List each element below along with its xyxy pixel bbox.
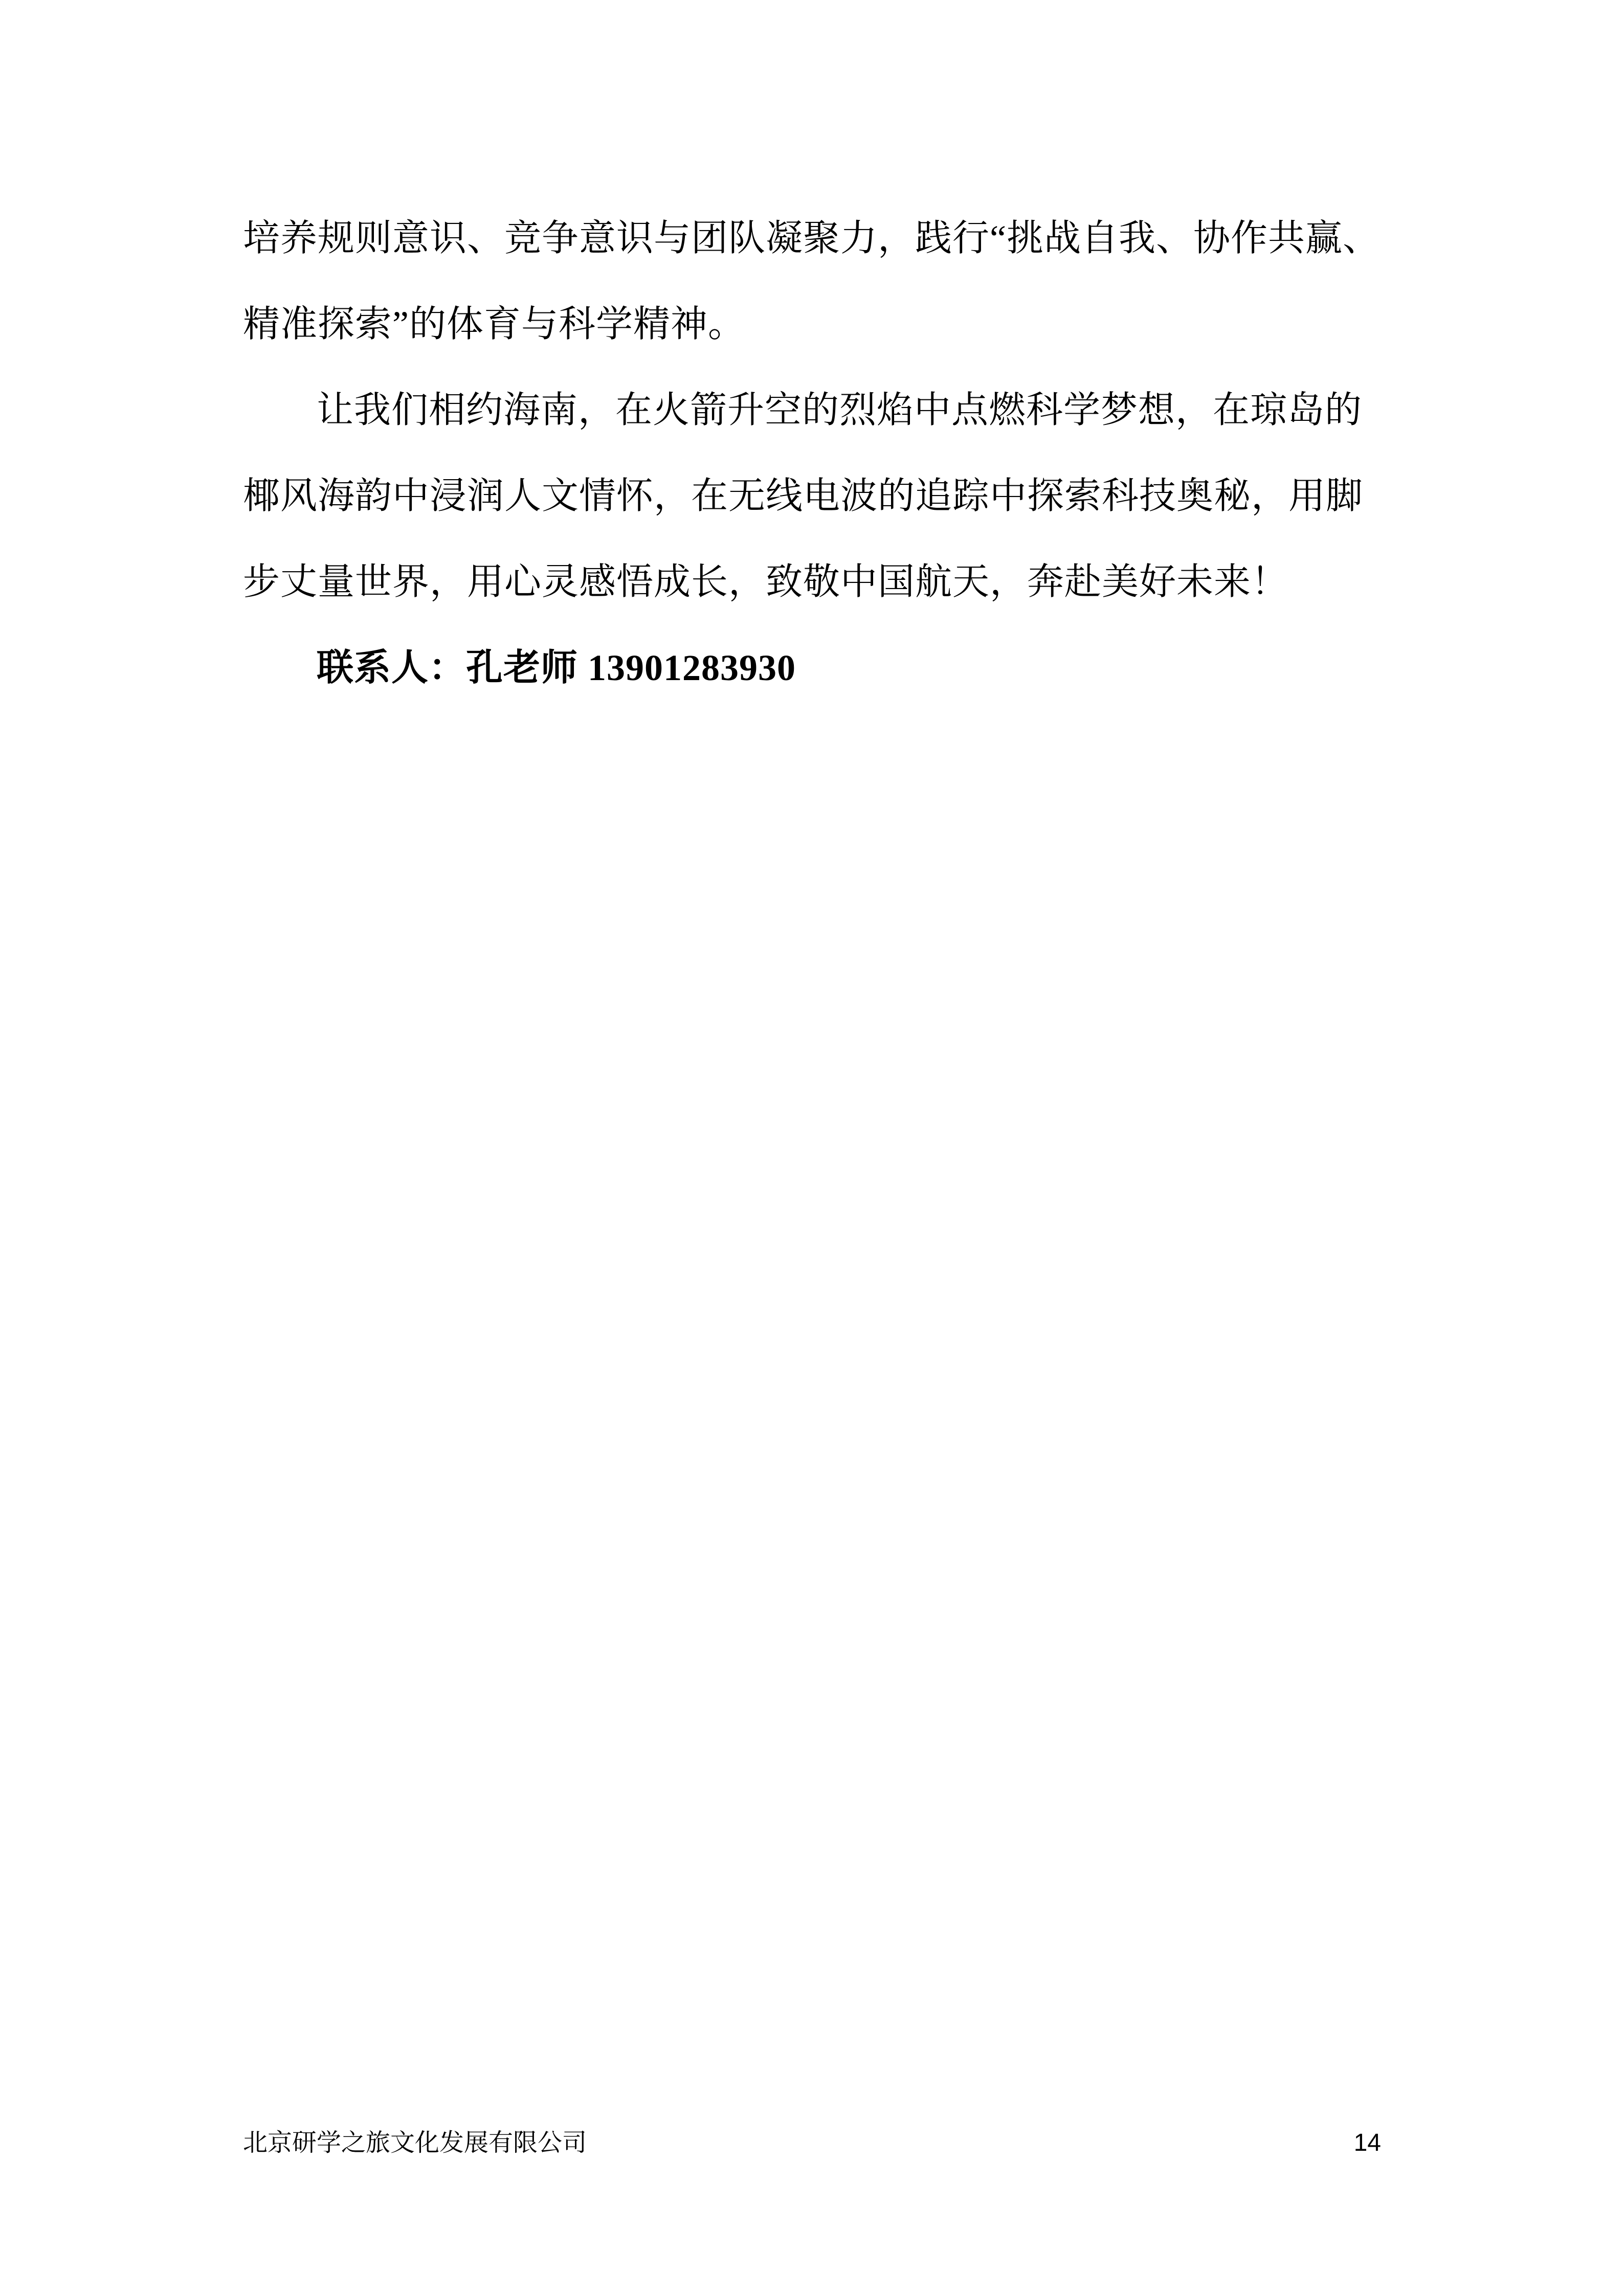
document-body	[243, 195, 1396, 711]
page-footer	[243, 2127, 1381, 2159]
paragraph-contact	[243, 625, 1396, 711]
page-number: 14	[1353, 2129, 1381, 2156]
paragraph-line: 步丈量世界，用心灵感悟成长，致敬中国航天，奔赴美好未来！	[243, 561, 1289, 602]
paragraph	[243, 367, 1396, 625]
footer-company-name: 北京研学之旅文化发展有限公司	[243, 2129, 587, 2156]
paragraph-line: 让我们相约海南，在火箭升空的烈焰中点燃科学梦想，在琼岛的	[317, 390, 1363, 431]
paragraph-line: 椰风海韵中浸润人文情怀，在无线电波的追踪中探索科技奥秘，用脚	[243, 476, 1364, 516]
contact-line: 联系人：孔老师 13901283930	[317, 647, 796, 688]
paragraph-line: 精准探索”的体育与科学精神。	[243, 304, 745, 345]
paragraph	[243, 195, 1396, 367]
paragraph-line: 培养规则意识、竞争意识与团队凝聚力，践行“挑战自我、协作共赢、	[243, 218, 1380, 259]
